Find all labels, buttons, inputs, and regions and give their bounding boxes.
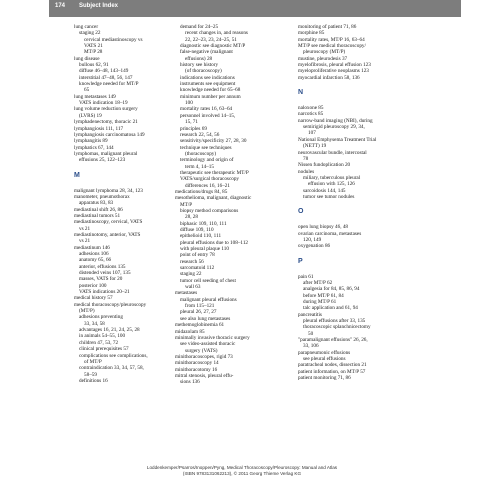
index-entry: lung cancer	[74, 24, 99, 30]
index-subentry: clinical prerequisites 57	[79, 346, 129, 353]
index-subentry: vs 21	[79, 225, 91, 232]
footer-copyright: (ISBN 9783131062213), © 2011 Georg Thieme Verlag KG	[182, 471, 302, 476]
index-entry: medical history 57	[74, 295, 113, 302]
index-entry: patient monitoring 71, 86	[298, 375, 351, 382]
index-entry: open lung biopsy 46, 48	[298, 224, 349, 231]
index-entry: patient information, on MT/P 57	[298, 368, 366, 375]
index-subentry: see video-assisted thoracic	[180, 341, 236, 348]
page-footer	[0, 465, 484, 477]
index-subentry: terminology and origin of	[180, 157, 234, 164]
index-subentry: definitions 16	[79, 377, 108, 384]
index-entry: methemoglobinemia 61	[175, 322, 225, 329]
index-subentry: pleural effusions after 33, 135	[303, 318, 366, 325]
index-subentry: diagnostic see diagnostic MT/P	[180, 43, 246, 50]
index-subentry: cervical mediastinoscopy vs	[84, 36, 143, 43]
index-subentry: term 4, 14–15	[185, 163, 214, 170]
index-subentry: personnel involved 14–15,	[180, 112, 236, 119]
index-subentry: (MT/P)	[79, 308, 95, 315]
index-entry: minithoracotomy 16	[175, 366, 218, 373]
index-subentry: history see history	[180, 62, 219, 69]
index-entry: mediastinoscopy, cervical, VATS	[74, 219, 143, 226]
index-subentry: point of entry 78	[180, 252, 215, 259]
index-subentry: adhesions 106	[79, 251, 109, 257]
index-entry: pancreatitis	[298, 311, 322, 318]
index-subentry: after MT/P 62	[303, 279, 333, 286]
index-subentry: 28, 28	[185, 214, 198, 221]
index-entry: mediastinal shift 26, 86	[74, 206, 123, 213]
index-subentry: effusions) 28	[185, 55, 213, 62]
index-subentry: malignant pleural effusions	[180, 296, 237, 303]
index-subentry: minimum number per annum	[180, 93, 241, 100]
index-entry: lymphangiosis carcinomatosa 149	[74, 131, 145, 138]
index-subentry: before MT/P 61, 84	[303, 292, 344, 299]
index-subentry: anterior, effusions 135	[79, 263, 126, 270]
index-subentry: 78	[303, 155, 309, 162]
index-subentry: technique see techniques	[180, 144, 232, 151]
index-entry: narcotics 85	[298, 111, 324, 118]
index-subentry: surgery (VATS)	[185, 347, 218, 354]
index-subentry: distended veins 107, 135	[79, 270, 131, 277]
index-subentry: research 56	[180, 258, 204, 265]
index-entry: lymphatics 67, 144	[74, 144, 114, 151]
index-subentry: pleural effusions due to 108–112	[180, 239, 249, 246]
index-column-2	[175, 24, 275, 386]
index-entry: lymphangiosis 111, 117	[74, 125, 124, 132]
index-subentry: demand for 24–25	[180, 24, 219, 30]
index-subentry: staging 22	[79, 30, 101, 37]
index-letter-heading: O	[298, 208, 304, 216]
index-subentry: tumor cell seeding of chest	[180, 277, 236, 284]
index-column-3	[298, 24, 428, 381]
index-entry: neurovascular bundle, intercostal	[298, 149, 367, 156]
index-subentry: sions 136	[180, 379, 200, 386]
section-title: Subject Index	[79, 3, 119, 9]
index-entry: oxygenation 86	[298, 243, 331, 250]
index-entry: myelofibrosis, pleural effusion 123	[298, 62, 371, 69]
index-subentry: in animals 54–55, 100	[79, 333, 126, 340]
index-subentry: indications see indications	[180, 74, 235, 81]
index-subentry: epithelioid 110, 111	[180, 233, 222, 240]
index-subentry: mortality rates 16, 63–64	[180, 106, 233, 113]
index-subentry: MT/P	[180, 201, 193, 208]
index-subentry: of MT/P	[84, 358, 102, 365]
index-subentry: pleural 26, 27, 27	[180, 309, 217, 316]
index-subentry: biopsy method comparisons	[180, 207, 239, 214]
index-subentry: sensitivity/specificity 27, 28, 30	[180, 138, 247, 145]
index-subentry: thoracoscopic splanchnicectomy	[303, 324, 371, 331]
index-subentry: vs 21	[79, 238, 91, 245]
index-entry: naloxone 85	[298, 105, 324, 112]
index-subentry: 33, 34, 58	[84, 320, 105, 327]
index-subentry: analgesia for 84, 85, 86, 94	[303, 286, 360, 293]
index-subentry: 107	[308, 130, 316, 137]
index-entry: midazolam 85	[175, 328, 205, 335]
index-subentry: semirigid pleuroscopy 29, 34,	[303, 124, 365, 131]
index-subentry: pleuroscopy (MT/P)	[303, 49, 346, 56]
index-entry: narrow-band imaging (NBI), during	[298, 117, 373, 124]
index-subentry: anatomy 65, 66	[79, 257, 112, 264]
index-subentry: tumor see tumor nodules	[303, 193, 355, 200]
index-subentry: (thoracoscopy)	[185, 150, 217, 157]
index-subentry: sarcoidosis 144, 145	[303, 187, 346, 194]
index-subentry: 33, 106	[303, 343, 319, 350]
index-entry: minithoracoscopy 14	[175, 360, 219, 367]
index-entry: mitral stenosis, pleural effu-	[175, 372, 234, 379]
index-subentry: sarcomatoid 112	[180, 265, 215, 272]
index-entry: morphine 85	[298, 30, 325, 37]
index-subentry: children 47, 53, 72	[79, 339, 119, 346]
index-subentry: VATS indication 18–19	[79, 100, 128, 107]
index-entry: metastases	[175, 290, 198, 297]
index-subentry: principles 69	[180, 125, 207, 132]
index-entry: mediastinal tumors 51	[74, 212, 121, 219]
index-subentry: research 22, 54, 56	[180, 131, 220, 138]
index-entry: lymphangitis 89	[74, 138, 108, 145]
index-subentry: complications see complications,	[79, 352, 148, 359]
index-subentry: VATS indications 20–21	[79, 289, 130, 296]
index-subentry: 58–59	[84, 371, 97, 378]
index-subentry: MT/P 28	[84, 49, 103, 56]
index-subentry: false-negative (malignant	[180, 49, 233, 56]
index-entry: minimally invasive thoracic surgery	[175, 334, 250, 341]
index-subentry: 120, 149	[303, 236, 322, 243]
index-subentry: during MT/P 61	[303, 299, 337, 305]
index-subentry: diffuse 46–48, 143–149	[79, 68, 129, 75]
index-subentry: see also lung metastases	[180, 315, 231, 322]
index-entry: nodules	[298, 168, 315, 175]
index-subentry: with pleural plaque 110	[180, 246, 229, 253]
index-entry: "paramalignant effusions" 26, 26,	[298, 337, 368, 344]
index-subentry: recent changes in, and reasons	[185, 30, 248, 37]
index-subentry: VATS/surgical thoracoscopy	[180, 176, 240, 183]
index-entry: mediastinum 146	[74, 244, 110, 251]
index-entry: lymphadenectomy, thoracic 21	[74, 119, 138, 126]
index-subentry: bullous 62, 91	[79, 62, 109, 69]
index-subentry: miliary, tuberculous pleural	[303, 174, 361, 181]
index-subentry: interstitial 47–48, 56, 147	[79, 74, 133, 81]
index-subentry: wall 63	[185, 284, 201, 291]
index-subentry: 15, 71	[185, 119, 198, 126]
index-entry: myocardial infarction 58, 136	[298, 74, 360, 81]
index-entry: MT/P see medical thoracoscopy/	[298, 43, 366, 50]
index-subentry: contraindication 33, 34, 57, 58,	[79, 365, 144, 372]
index-subentry: instruments see equipment	[180, 81, 236, 88]
index-entry: pain 61	[298, 273, 314, 280]
index-subentry: posterior 100	[79, 282, 107, 289]
index-subentry: 65	[84, 87, 90, 94]
index-subentry: knowledge needed for 65–68	[180, 87, 241, 94]
index-entry: paratracheal nodes, dissection 21	[298, 362, 367, 369]
index-entry: National Emphysema Treatment Trial	[298, 136, 377, 143]
index-subentry: therapeutic see therapeutic MT/P	[180, 169, 249, 176]
index-column-1	[74, 24, 174, 384]
index-entry: medications/drugs 84, 85	[175, 188, 228, 195]
index-entry: mediastinotomy, anterior, VATS	[74, 231, 141, 238]
index-entry: lung metastases 149	[74, 93, 116, 100]
index-subentry: see pleural effusions	[303, 356, 346, 363]
index-subentry: (LVRS) 19	[79, 112, 102, 119]
index-subentry: 100	[185, 100, 193, 107]
index-subentry: diffuse 109, 110	[180, 227, 214, 233]
index-subentry: talc application and 61, 94	[303, 305, 358, 312]
index-entry: mesothelioma, malignant, diagnostic	[175, 195, 252, 202]
index-subentry: advantages 16, 21, 24, 25, 28	[79, 327, 140, 334]
index-entry: lymphomas, malignant pleural	[74, 150, 138, 157]
index-entry: lung volume reduction surgery	[74, 106, 138, 113]
page-header-bar	[49, 0, 461, 17]
index-subentry: from 115–121	[185, 303, 215, 310]
index-subentry: effusion with 125, 126	[308, 181, 355, 188]
index-entry: myeloproliferative neoplasms 123	[298, 68, 369, 75]
index-subentry: knowledge needed for MT/P	[79, 81, 139, 88]
index-entry: parapneumonic effusions	[298, 349, 351, 356]
index-subentry: masses, VATS for 20	[79, 276, 123, 283]
index-entry: malignant lymphoma 28, 34, 123	[74, 187, 143, 194]
index-subentry: biphasic 109, 110, 111	[180, 220, 227, 227]
index-subentry: staging 22	[180, 271, 202, 278]
footer-citation: Loddenkemper/Psarros/Inoppen/Pyng, Medical Thoracoscopy/Pleuroscopy: Manual and Atlas	[146, 465, 338, 470]
index-entry: mortality rates, MT/P 16, 63–64	[298, 36, 365, 43]
index-entry: minithoracoscopes, rigid 73	[175, 353, 233, 360]
index-subentry: differences 16, 16–21	[185, 182, 230, 189]
index-letter-heading: P	[298, 257, 303, 265]
index-letter-heading: N	[298, 89, 304, 97]
index-subentry: (of thoracoscopy)	[185, 68, 222, 75]
index-subentry: apparatus 83, 83	[79, 200, 114, 207]
index-subentry: effusions 25, 122–123	[79, 157, 126, 164]
page-number: 174	[55, 3, 66, 9]
index-letter-heading: M	[74, 171, 80, 179]
index-subentry: VATS 21	[84, 43, 103, 50]
index-subentry: 22, 22–23, 23, 24–25, 51	[185, 36, 237, 43]
index-entry: mustine, pleurodesis 37	[298, 55, 348, 62]
index-entry: lung disease	[74, 55, 100, 62]
index-entry: Nissen fundoplication 20	[298, 162, 351, 169]
index-subentry: adhesions preventing	[79, 314, 123, 321]
index-entry: ovarian carcinoma, metastases	[298, 230, 362, 237]
index-entry: medical thoracoscopy/pleuroscopy	[74, 301, 147, 308]
index-entry: monitoring of patient 71, 86	[298, 24, 357, 30]
index-subentry: (NETT) 19	[303, 143, 327, 150]
index-subentry: 50	[308, 330, 314, 337]
index-entry: manometer, pneumothorax	[74, 193, 130, 200]
